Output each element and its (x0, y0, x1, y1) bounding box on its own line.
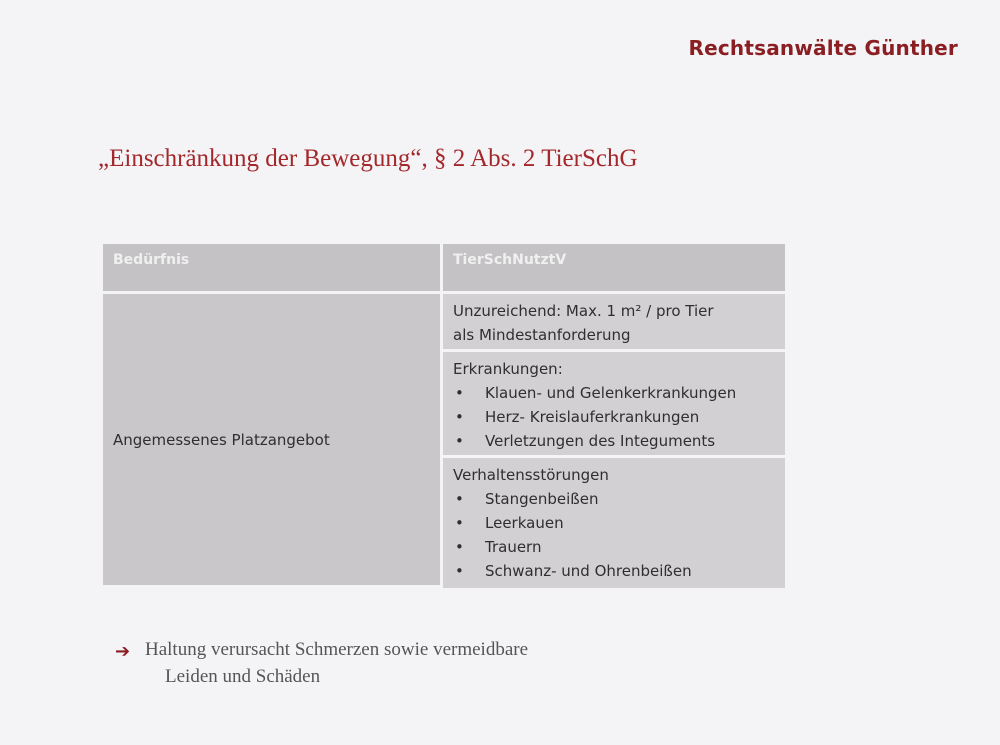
behavior-heading: Verhaltensstörungen (453, 466, 609, 484)
list-item: • Trauern (453, 535, 775, 559)
list-item: • Stangenbeißen (453, 487, 775, 511)
list-item: • Verletzungen des Integuments (453, 429, 775, 453)
diseases-list (453, 381, 775, 453)
table-cell-space (443, 294, 785, 349)
brand-name: Rechtsanwälte Günther (688, 36, 958, 60)
table-header-beduerfnis: Bedürfnis (103, 244, 443, 291)
behavior-list (453, 487, 775, 583)
list-item: • Klauen- und Gelenkerkrankungen (453, 381, 775, 405)
table-right-column (443, 294, 785, 588)
table-cell-behavior (443, 455, 785, 588)
arrow-right-icon: ➔ (115, 641, 131, 662)
table-header-tierschnutztv: TierSchNutztV (453, 252, 567, 268)
conclusion-line1: Haltung verursacht Schmerzen sowie vermeidbare (145, 639, 529, 660)
slide-title: „Einschränkung der Bewegung“, § 2 Abs. 2 TierSchG (98, 145, 638, 172)
table-body (103, 294, 785, 588)
list-item: • Leerkauen (453, 511, 775, 535)
table-cell-diseases (443, 349, 785, 455)
space-text-line1: Unzureichend: Max. 1 m² / pro Tier (453, 302, 714, 320)
need-label: Angemessenes Platzangebot (113, 430, 330, 449)
table-cell-need (103, 294, 443, 585)
conclusion (115, 636, 528, 690)
diseases-heading: Erkrankungen: (453, 360, 563, 378)
table-header-row (103, 244, 785, 294)
list-item: • Herz- Kreislauferkrankungen (453, 405, 775, 429)
space-text-line2: als Mindestanforderung (453, 326, 631, 344)
requirements-table (103, 244, 785, 588)
conclusion-line2: Leiden und Schäden (165, 666, 321, 687)
list-item: • Schwanz- und Ohrenbeißen (453, 559, 775, 583)
